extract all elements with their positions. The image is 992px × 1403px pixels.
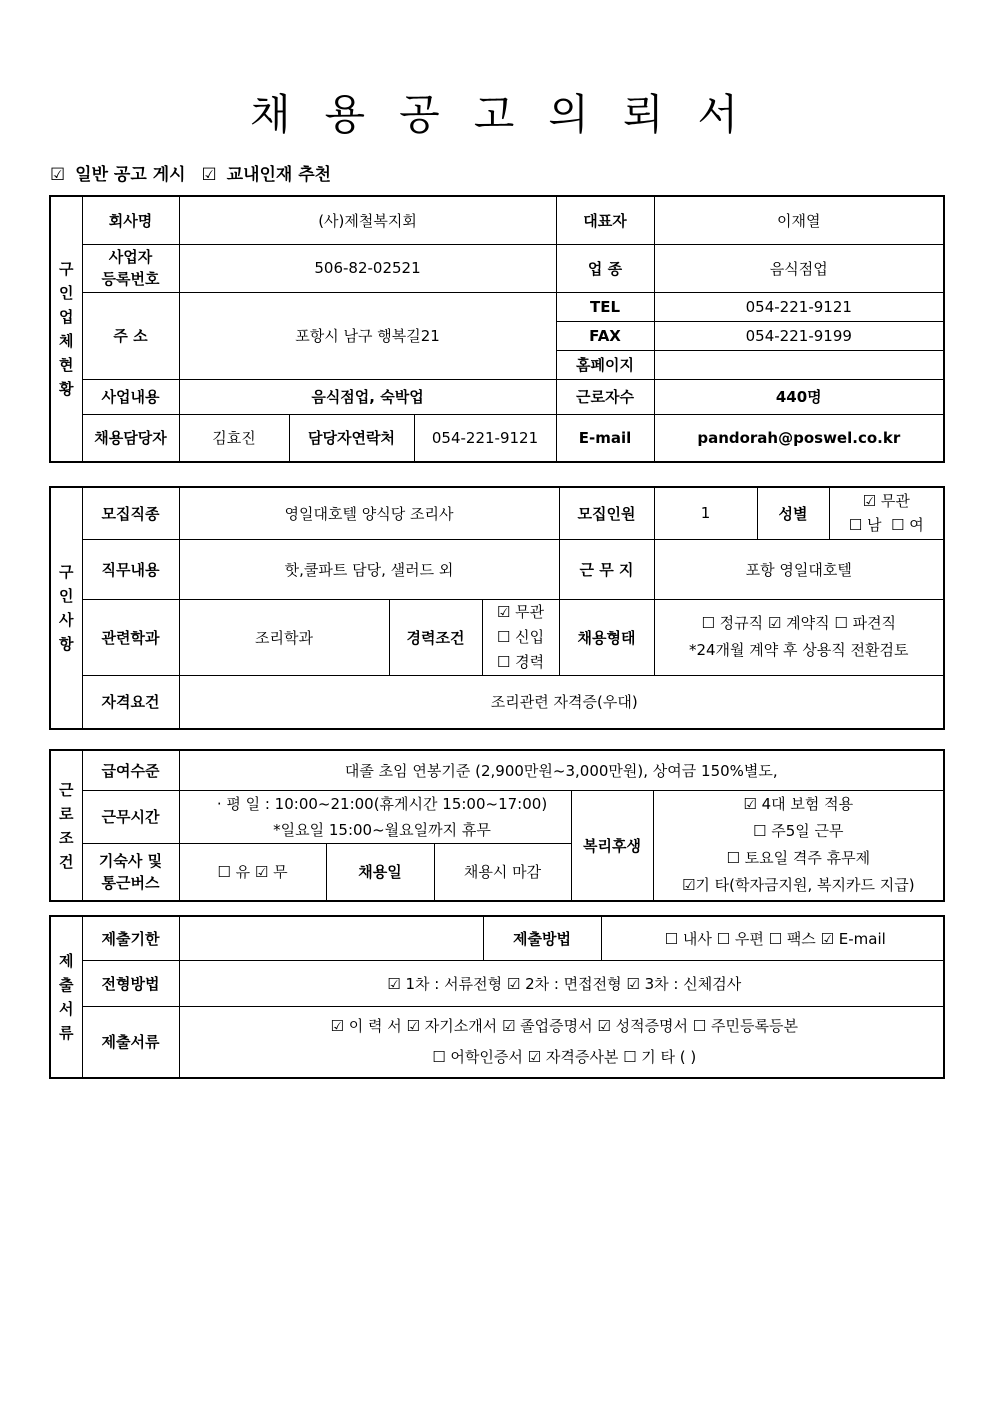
contact-phone: 054-221-9121: [414, 414, 556, 462]
job-title: 영일대호텔 양식당 조리사: [179, 487, 559, 539]
welfare-label: 복리후생: [571, 790, 653, 901]
option-general-posting: 일반 공고 게시: [75, 165, 186, 185]
work-place: 포항 영일대호텔: [654, 539, 944, 599]
homepage: [654, 350, 944, 379]
industry-label: 업 종: [556, 244, 654, 292]
address: 포항시 남구 행복길21: [179, 292, 556, 379]
title-char: 서: [697, 90, 743, 139]
business-label: 사업내용: [82, 379, 179, 414]
tel: 054-221-9121: [654, 292, 944, 321]
industry: 음식점업: [654, 244, 944, 292]
screening-steps[interactable]: ☑ 1차 : 서류전형 ☑ 2차 : 면접전형 ☑ 3차 : 신체검사: [179, 960, 944, 1006]
type-label: 채용형태: [559, 599, 654, 675]
document-title: [0, 82, 992, 142]
checkbox-checked-icon[interactable]: ☑: [201, 165, 217, 185]
business-content: 음식점업, 숙박업: [179, 379, 556, 414]
work-hours: · 평 일 : 10:00~21:00(휴게시간 15:00~17:00) *일요일 15:00~월요일까지 휴무: [179, 790, 571, 843]
place-label: 근 무 지: [559, 539, 654, 599]
hours-label: 근무시간: [82, 790, 179, 843]
documents-row-2[interactable]: ☐ 어학인증서 ☑ 자격증사본 ☐ 기 타 ( ): [432, 1047, 697, 1066]
type-note: *24개월 계약 후 상용직 전환검토: [688, 641, 909, 659]
company-info-table: [49, 195, 945, 463]
company-name: (사)제철복지회: [179, 196, 556, 244]
welfare-insurance-checkbox[interactable]: ☑ 4대 보험 적용: [743, 795, 854, 814]
section-label-submission: 제 출 서 류: [50, 916, 82, 1078]
title-char: 공: [399, 90, 444, 139]
posting-options: [50, 160, 335, 185]
qualification: 조리관련 자격증(우대): [179, 675, 944, 729]
fax: 054-221-9199: [654, 321, 944, 350]
career-any-checkbox[interactable]: ☑ 무관: [496, 602, 545, 621]
documents-row-1[interactable]: ☑ 이 력 서 ☑ 자기소개서 ☑ 졸업증명서 ☑ 성적증명서 ☐ 주민등록등본: [330, 1016, 798, 1035]
method-label: 제출방법: [483, 916, 601, 960]
gender-female-checkbox[interactable]: ☐ 여: [891, 516, 924, 535]
qualification-label: 자격요건: [82, 675, 179, 729]
manager-name: 김효진: [179, 414, 289, 462]
email-label: E-mail: [556, 414, 654, 462]
contact-label: 담당자연락처: [289, 414, 414, 462]
submission-table: [49, 915, 945, 1079]
recruit-count: 1: [654, 487, 757, 539]
job-label: 모집직종: [82, 487, 179, 539]
company-name-label: 회사명: [82, 196, 179, 244]
title-char: 채: [249, 90, 295, 139]
major: 조리학과: [179, 599, 389, 675]
type-options[interactable]: ☐ 정규직 ☑ 계약직 ☐ 파견직: [701, 614, 897, 632]
homepage-label: 홈페이지: [556, 350, 654, 379]
biz-reg-label: 사업자 등록번호: [82, 244, 179, 292]
recruit-info-table: [49, 486, 945, 730]
salary: 대졸 초임 연봉기준 (2,900만원~3,000만원), 상여금 150%별도,: [179, 750, 944, 790]
hire-date: 채용시 마감: [434, 843, 571, 901]
section-label-conditions: 근 로 조 건: [50, 750, 82, 901]
duty-label: 직무내용: [82, 539, 179, 599]
career-label: 경력조건: [389, 599, 482, 675]
welfare-other-checkbox[interactable]: ☑기 타(학자금지원, 복지카드 지급): [681, 876, 915, 895]
gender-label: 성별: [757, 487, 829, 539]
title-char: 고: [473, 90, 519, 139]
section-label-company: 구 인 업 체 현 황: [50, 196, 82, 462]
checkbox-checked-icon[interactable]: ☑: [50, 165, 66, 185]
manager-label: 채용담당자: [82, 414, 179, 462]
employment-type: [654, 599, 944, 675]
duty: 핫,쿨파트 담당, 샐러드 외: [179, 539, 559, 599]
workers-count: 440명: [654, 379, 944, 414]
screening-label: 전형방법: [82, 960, 179, 1006]
submission-method[interactable]: ☐ 내사 ☐ 우편 ☐ 팩스 ☑ E-mail: [601, 916, 944, 960]
gender-male-checkbox[interactable]: ☐ 남: [848, 516, 882, 535]
biz-reg-number: 506-82-02521: [179, 244, 556, 292]
deadline: [179, 916, 483, 960]
fax-label: FAX: [556, 321, 654, 350]
option-campus-recommend: 교내인재 추천: [226, 165, 332, 185]
welfare: [653, 790, 944, 901]
title-char: 용: [324, 90, 370, 139]
deadline-label: 제출기한: [82, 916, 179, 960]
career-exp-checkbox[interactable]: ☐ 경력: [496, 652, 545, 671]
hire-date-label: 채용일: [326, 843, 434, 901]
welfare-5day-checkbox[interactable]: ☐ 주5일 근무: [753, 822, 844, 841]
ceo-label: 대표자: [556, 196, 654, 244]
title-char: 의: [548, 90, 593, 139]
title-char: 뢰: [622, 90, 668, 139]
count-label: 모집인원: [559, 487, 654, 539]
major-label: 관련학과: [82, 599, 179, 675]
documents-label: 제출서류: [82, 1006, 179, 1078]
address-label: 주 소: [82, 292, 179, 379]
conditions-table: [49, 749, 945, 902]
email: pandorah@poswel.co.kr: [654, 414, 944, 462]
section-label-recruit: 구 인 사 항: [50, 487, 82, 729]
dorm-options[interactable]: ☐ 유 ☑ 무: [179, 843, 326, 901]
gender-any-checkbox[interactable]: ☑ 무관: [862, 492, 910, 511]
dorm-label: 기숙사 및 통근버스: [82, 843, 179, 901]
career-options: [482, 599, 559, 675]
career-new-checkbox[interactable]: ☐ 신입: [496, 627, 545, 646]
welfare-saturday-checkbox[interactable]: ☐ 토요일 격주 휴무제: [726, 849, 871, 868]
workers-label: 근로자수: [556, 379, 654, 414]
salary-label: 급여수준: [82, 750, 179, 790]
documents: [179, 1006, 944, 1078]
tel-label: TEL: [556, 292, 654, 321]
gender-options: [829, 487, 944, 539]
ceo-name: 이재열: [654, 196, 944, 244]
